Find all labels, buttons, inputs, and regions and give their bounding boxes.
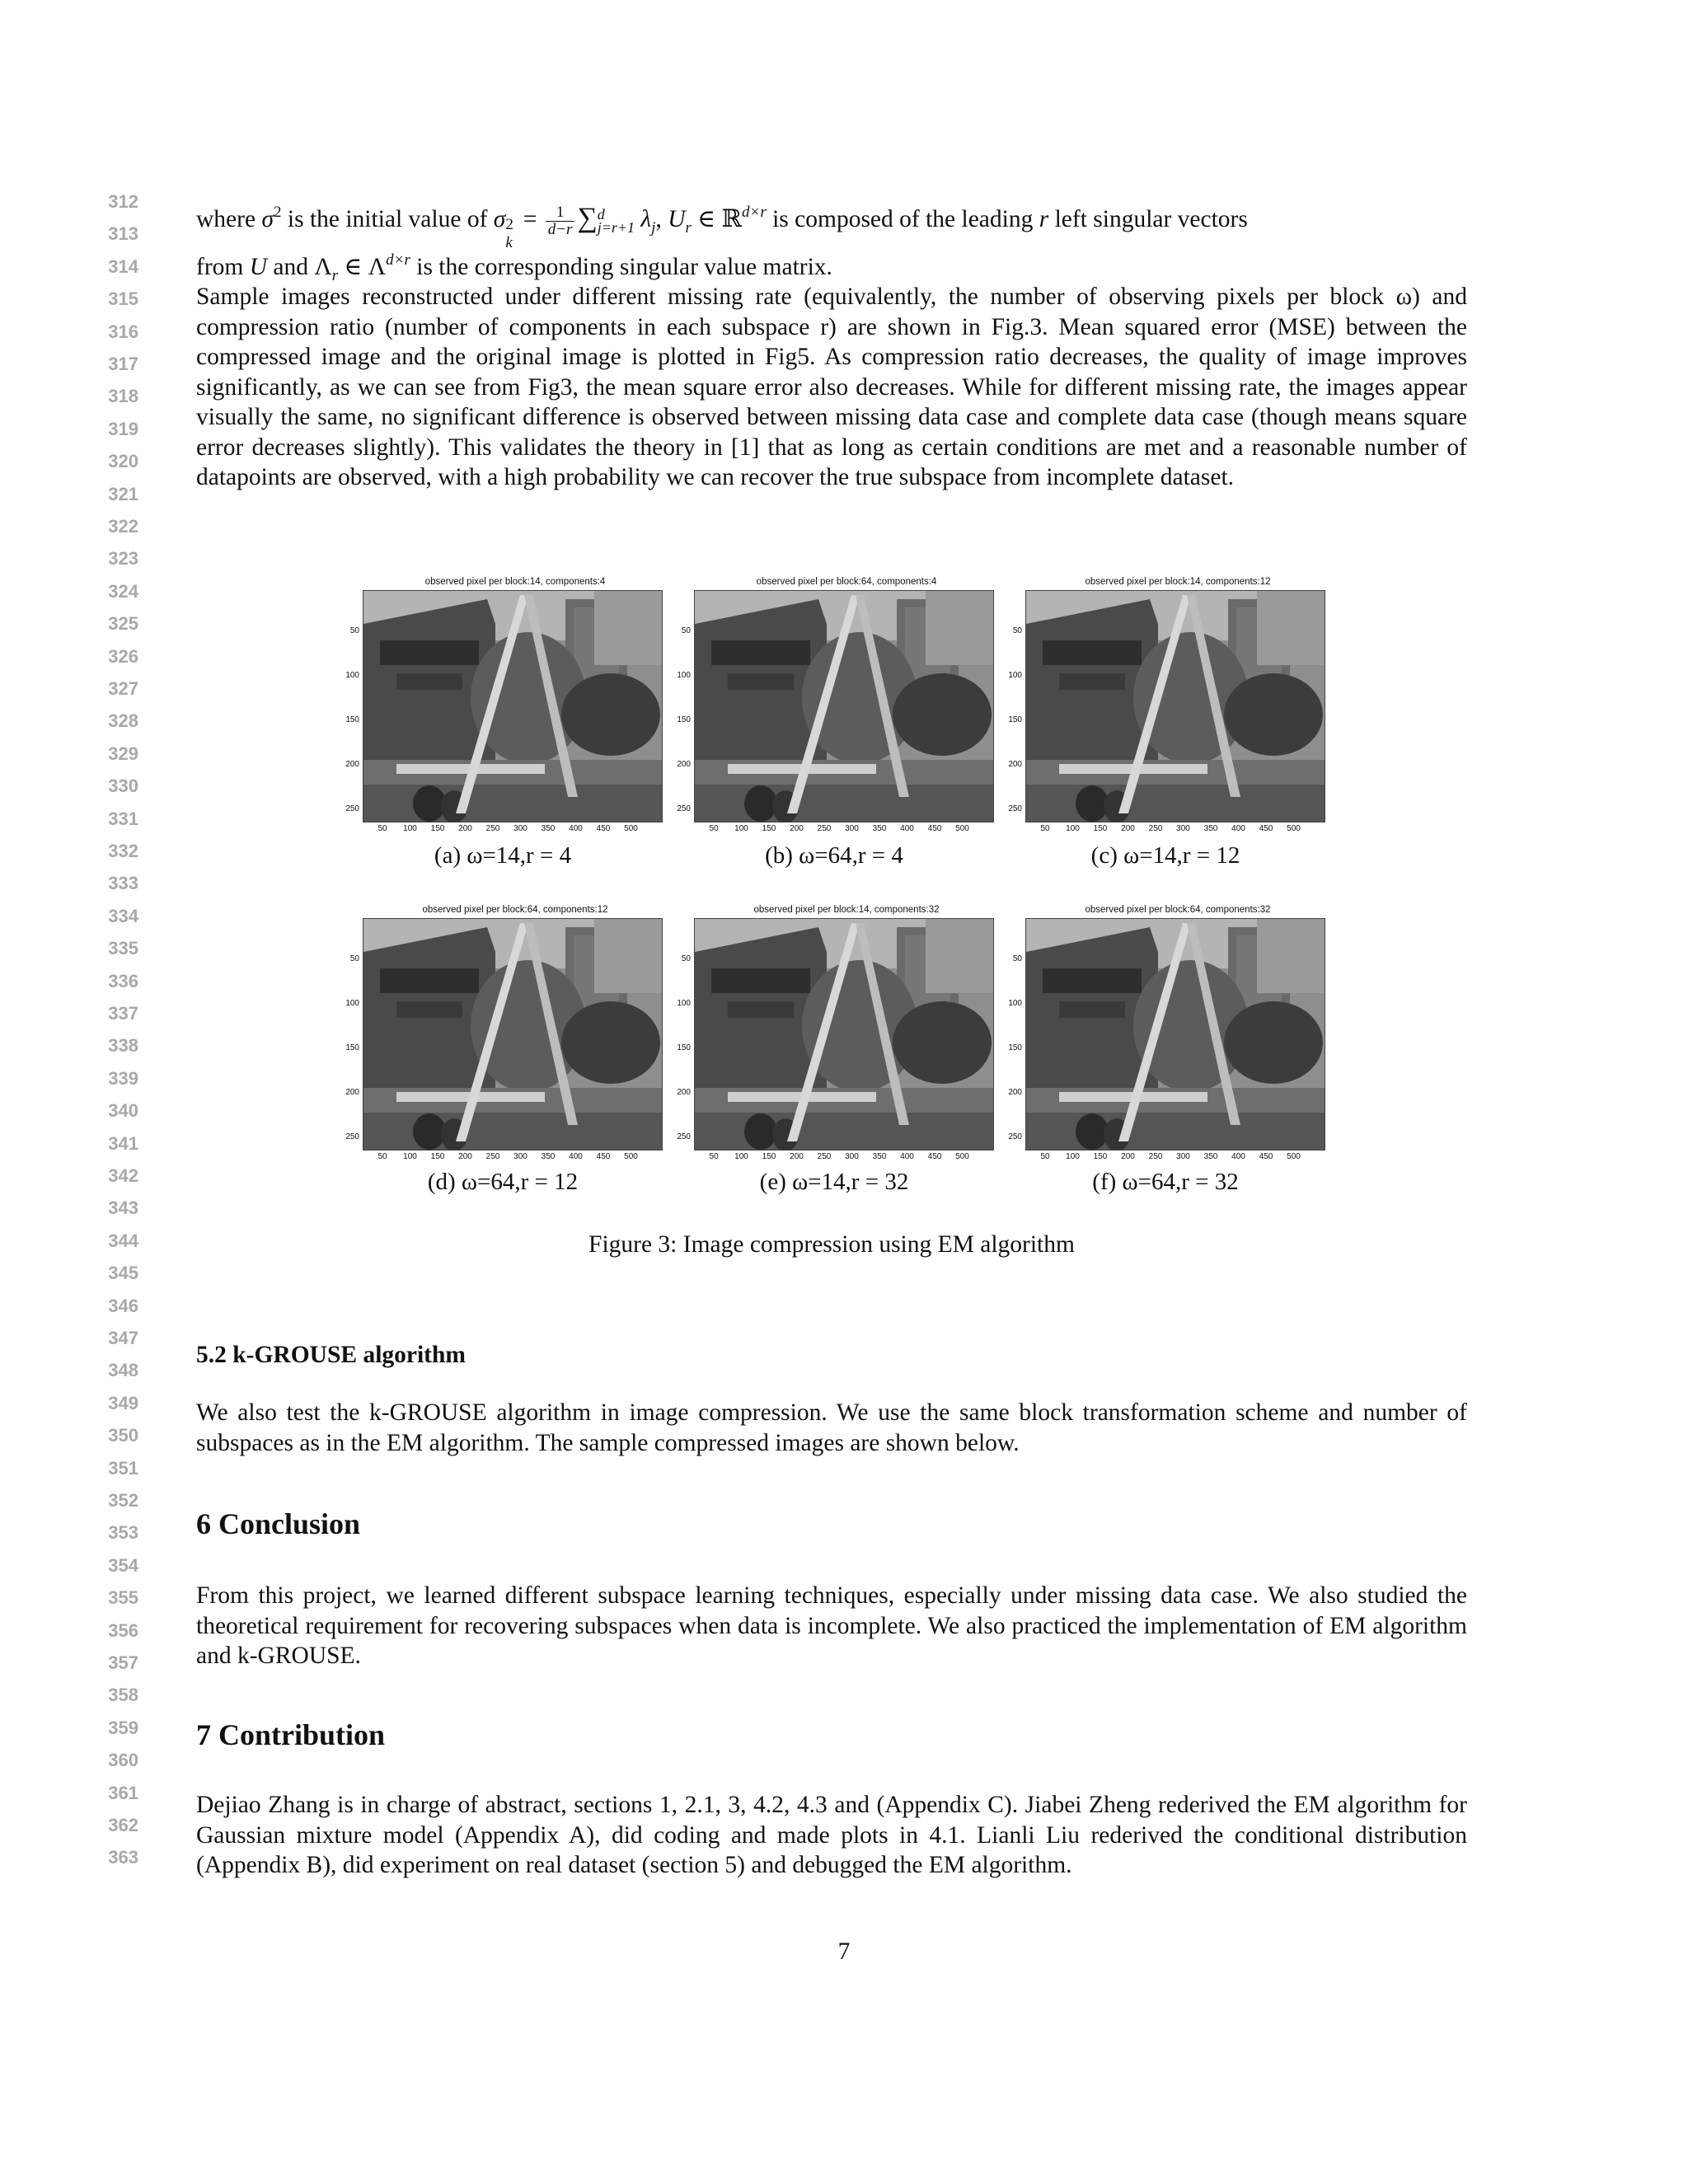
- y-tick-label: 50: [349, 626, 359, 635]
- line-number: 330: [108, 776, 138, 797]
- paragraph-conclusion: From this project, we learned different subspace learning techniques, especially under missing data case. We also studied the theoretical requirement for recovering subspaces when data is incomplete. We also practiced the implementation of EM algorithm and k-GROUSE.: [196, 1582, 1467, 1669]
- line-number: 314: [108, 255, 138, 277]
- x-tick-label: 50: [1040, 824, 1050, 833]
- x-tick-label: 450: [1259, 1152, 1273, 1161]
- line-number: 338: [108, 1035, 138, 1057]
- line-number: 321: [108, 483, 138, 504]
- figure-caption: Figure 3: Image compression using EM algorithm: [588, 1231, 1075, 1258]
- line-number: 343: [108, 1197, 138, 1219]
- line-number: 340: [108, 1100, 138, 1122]
- line-number: 317: [108, 354, 138, 374]
- y-tick-label: 250: [1008, 1132, 1022, 1141]
- x-tick-label: 150: [1093, 1152, 1108, 1161]
- x-tick-label: 100: [1066, 1152, 1080, 1161]
- x-tick-label: 400: [900, 824, 914, 833]
- line-number: 356: [108, 1619, 138, 1641]
- x-tick-label: 150: [1093, 824, 1108, 833]
- section-heading-contribution: 7 Contribution: [196, 1718, 386, 1751]
- line-number: 333: [108, 873, 138, 894]
- line-number: 325: [108, 613, 138, 635]
- x-tick-label: 100: [403, 1152, 417, 1161]
- subfigure-caption: (c) ω=14,r = 12: [1090, 842, 1240, 869]
- x-tick-label: 250: [485, 1152, 500, 1161]
- x-tick-label: 50: [709, 1152, 719, 1161]
- text: where: [196, 206, 256, 232]
- y-tick-label: 250: [677, 804, 691, 813]
- reconstructed-image: [1025, 918, 1325, 1151]
- x-tick-label: 500: [1287, 824, 1301, 833]
- x-tick-label: 500: [955, 824, 969, 833]
- y-tick-label: 150: [1008, 1043, 1022, 1052]
- x-tick-label: 250: [817, 1152, 832, 1161]
- x-tick-label: 200: [1121, 1152, 1135, 1161]
- plot-title: observed pixel per block:14, components:4: [424, 577, 606, 587]
- subfigure-plot: [661, 577, 1007, 841]
- subfigure-plot: [330, 577, 676, 841]
- x-tick-label: 150: [430, 824, 445, 833]
- line-number: 329: [108, 743, 138, 764]
- subfigure-caption: (f) ω=64,r = 32: [1092, 1169, 1239, 1195]
- line-number: 342: [108, 1165, 138, 1186]
- line-number: 341: [108, 1132, 138, 1154]
- line-number: 354: [108, 1554, 138, 1576]
- x-tick-label: 200: [790, 824, 804, 833]
- x-tick-label: 250: [485, 824, 500, 833]
- x-tick-label: 300: [1176, 824, 1190, 833]
- y-tick-label: 100: [345, 999, 359, 1008]
- line-number: 327: [108, 678, 138, 699]
- reconstructed-image: [1025, 590, 1325, 823]
- x-tick-label: 350: [541, 824, 556, 833]
- y-tick-label: 150: [677, 715, 691, 724]
- line-number: 353: [108, 1522, 138, 1544]
- line-number: 312: [108, 191, 138, 212]
- line-number: 318: [108, 386, 138, 407]
- paragraph-kgrouse: We also test the k-GROUSE algorithm in image compression. We use the same block transformation scheme and number of subspaces as in the EM algorithm. The sample compressed images are shown below.: [196, 1399, 1467, 1456]
- x-tick-label: 350: [872, 1152, 887, 1161]
- x-tick-label: 500: [955, 1152, 969, 1161]
- y-tick-label: 200: [1008, 1088, 1022, 1097]
- y-tick-label: 250: [677, 1132, 691, 1141]
- y-tick-label: 200: [345, 760, 359, 769]
- y-tick-label: 150: [345, 715, 359, 724]
- line-number: 323: [108, 548, 138, 569]
- x-tick-label: 300: [513, 1152, 528, 1161]
- line-number: 322: [108, 516, 138, 537]
- plot-title: observed pixel per block:64, components:32: [1085, 905, 1271, 915]
- subfigure-plot: [992, 905, 1339, 1169]
- x-tick-label: 150: [430, 1152, 445, 1161]
- x-tick-label: 400: [569, 1152, 583, 1161]
- y-tick-label: 200: [677, 760, 691, 769]
- line-number: 332: [108, 841, 138, 861]
- x-tick-label: 250: [817, 824, 832, 833]
- y-tick-label: 50: [1012, 954, 1022, 963]
- x-tick-label: 50: [709, 824, 719, 833]
- subfigure-caption: (e) ω=14,r = 32: [759, 1169, 909, 1195]
- y-tick-label: 50: [681, 626, 691, 635]
- x-tick-label: 150: [762, 1152, 776, 1161]
- x-tick-label: 450: [1259, 824, 1273, 833]
- line-number: 352: [108, 1490, 138, 1511]
- y-tick-label: 100: [1008, 671, 1022, 680]
- paragraph-em-init: where $\sigma^2$ is the initial value of σ 2 k = $\frac{1}{d-r}$ ∑ d j=r+1 $\lambda_j$, $U_r$ ∈ ℝ$^{d\times r}$ is composed of the leading r left singular vectors from U and $\Lambda_r$ ∈ $\Lambda^{d\times r}$ is the corresponding singular value matrix.: [196, 203, 1248, 284]
- line-number: 358: [108, 1685, 138, 1706]
- subfigure-caption: (a) ω=14,r = 4: [434, 842, 572, 869]
- x-tick-label: 200: [1121, 824, 1135, 833]
- paragraph-contribution: Dejiao Zhang is in charge of abstract, sections 1, 2.1, 3, 4.2, 4.3 and (Appendix C). Jiabei Zheng rederived the EM algorithm for Gaussian mixture model (Appendix A), did coding and made plots in 4.1. Lianli Liu rederived the conditional distribution (Appendix B), did experiment on real dataset (section 5) and debugged the EM algorithm.: [196, 1792, 1467, 1878]
- line-number: 339: [108, 1067, 138, 1089]
- text: from: [196, 253, 244, 280]
- x-tick-label: 450: [596, 824, 611, 833]
- plot-title: observed pixel per block:14, components:12: [1085, 577, 1271, 587]
- y-tick-label: 200: [677, 1088, 691, 1097]
- line-number: 313: [108, 223, 138, 245]
- subfigure-caption: (d) ω=64,r = 12: [427, 1169, 579, 1195]
- line-number: 346: [108, 1295, 138, 1316]
- line-number: 363: [108, 1847, 138, 1868]
- x-tick-label: 50: [377, 1152, 387, 1161]
- y-tick-label: 50: [681, 954, 691, 963]
- plot-title: observed pixel per block:64, components:12: [422, 905, 608, 915]
- y-tick-label: 50: [349, 954, 359, 963]
- text: is composed of the leading: [772, 206, 1034, 232]
- x-tick-label: 250: [1148, 1152, 1163, 1161]
- x-tick-label: 450: [927, 824, 942, 833]
- reconstructed-image: [363, 918, 663, 1151]
- y-tick-label: 150: [345, 1043, 359, 1052]
- section-heading-5-2: 5.2 k-GROUSE algorithm: [196, 1342, 466, 1368]
- x-tick-label: 200: [458, 1152, 472, 1161]
- line-number: 319: [108, 418, 138, 439]
- section-heading-conclusion: 6 Conclusion: [196, 1507, 361, 1540]
- line-number: 337: [108, 1003, 138, 1024]
- x-tick-label: 300: [845, 1152, 859, 1161]
- text: left singular vectors: [1054, 206, 1248, 232]
- line-number: 315: [108, 288, 138, 310]
- line-number: 331: [108, 808, 138, 829]
- y-tick-label: 150: [1008, 715, 1022, 724]
- y-tick-label: 200: [345, 1088, 359, 1097]
- x-tick-label: 200: [790, 1152, 804, 1161]
- y-tick-label: 200: [1008, 760, 1022, 769]
- x-tick-label: 400: [569, 824, 583, 833]
- line-number: 361: [108, 1782, 138, 1803]
- line-number: 326: [108, 645, 138, 667]
- x-tick-label: 500: [1287, 1152, 1301, 1161]
- y-tick-label: 250: [1008, 804, 1022, 813]
- subfigure-caption: (b) ω=64,r = 4: [765, 842, 903, 869]
- line-number: 335: [108, 938, 138, 959]
- text: is the initial value of: [287, 206, 488, 232]
- x-tick-label: 400: [1231, 1152, 1245, 1161]
- line-number: 348: [108, 1360, 138, 1381]
- x-tick-label: 500: [624, 824, 638, 833]
- subfigure-plot: [661, 905, 1007, 1169]
- line-number: 336: [108, 970, 138, 991]
- y-tick-label: 250: [345, 804, 359, 813]
- y-tick-label: 100: [1008, 999, 1022, 1008]
- line-number: 344: [108, 1230, 138, 1251]
- x-tick-label: 350: [1203, 1152, 1218, 1161]
- line-number: 324: [108, 580, 138, 602]
- x-tick-label: 400: [900, 1152, 914, 1161]
- line-number: 347: [108, 1328, 138, 1348]
- x-tick-label: 150: [762, 824, 776, 833]
- line-number: 360: [108, 1750, 138, 1771]
- line-number: 355: [108, 1587, 138, 1609]
- page-number: 7: [837, 1938, 851, 1965]
- line-number: 334: [108, 905, 138, 926]
- x-tick-label: 100: [734, 824, 748, 833]
- plot-title: observed pixel per block:64, components:4: [756, 577, 937, 587]
- line-number: 320: [108, 451, 138, 472]
- x-tick-label: 450: [596, 1152, 611, 1161]
- line-number: 362: [108, 1815, 138, 1835]
- x-tick-label: 500: [624, 1152, 638, 1161]
- y-tick-label: 100: [677, 671, 691, 680]
- reconstructed-image: [363, 590, 663, 823]
- y-tick-label: 100: [677, 999, 691, 1008]
- y-tick-label: 50: [1012, 626, 1022, 635]
- y-tick-label: 150: [677, 1043, 691, 1052]
- text: is the corresponding singular value matrix.: [416, 253, 832, 280]
- text: and: [273, 253, 308, 280]
- line-number: 345: [108, 1263, 138, 1284]
- paragraph-sample-images: Sample images reconstructed under different missing rate (equivalently, the number of observing pixels per block ω) and compression ratio (number of components in each subspace r) are shown in Fig.3. Mean squared error (MSE) between the compressed image and the original image is plotted in Fig5. As compression ratio decreases, the quality of image improves significantly, as we can see from Fig3, the mean square error also decreases. While for different missing rate, the images appear visually the same, no significant difference is observed between missing data case and complete data case (though means square error decreases slightly). This validates the theory in [1] that as long as certain conditions are met and a reasonable number of datapoints are observed, with a high probability we can recover the true subspace from incomplete dataset.: [196, 284, 1467, 490]
- x-tick-label: 100: [403, 824, 417, 833]
- subfigure-plot: [330, 905, 676, 1169]
- x-tick-label: 450: [927, 1152, 942, 1161]
- x-tick-label: 250: [1148, 824, 1163, 833]
- x-tick-label: 50: [377, 824, 387, 833]
- x-tick-label: 350: [872, 824, 887, 833]
- x-tick-label: 350: [1203, 824, 1218, 833]
- y-tick-label: 250: [345, 1132, 359, 1141]
- line-number: 357: [108, 1652, 138, 1673]
- line-number: 349: [108, 1392, 138, 1413]
- line-number: 350: [108, 1425, 138, 1446]
- subfigure-plot: [992, 577, 1339, 841]
- x-tick-label: 350: [541, 1152, 556, 1161]
- x-tick-label: 300: [845, 824, 859, 833]
- x-tick-label: 200: [458, 824, 472, 833]
- reconstructed-image: [694, 918, 994, 1151]
- x-tick-label: 400: [1231, 824, 1245, 833]
- reconstructed-image: [694, 590, 994, 823]
- plot-title: observed pixel per block:14, components:32: [753, 905, 940, 915]
- y-tick-label: 100: [345, 671, 359, 680]
- x-tick-label: 300: [513, 824, 528, 833]
- line-number: 359: [108, 1717, 138, 1738]
- line-number: 328: [108, 710, 138, 732]
- x-tick-label: 100: [734, 1152, 748, 1161]
- x-tick-label: 100: [1066, 824, 1080, 833]
- line-number: 351: [108, 1457, 138, 1479]
- x-tick-label: 300: [1176, 1152, 1190, 1161]
- x-tick-label: 50: [1040, 1152, 1050, 1161]
- line-number: 316: [108, 321, 138, 342]
